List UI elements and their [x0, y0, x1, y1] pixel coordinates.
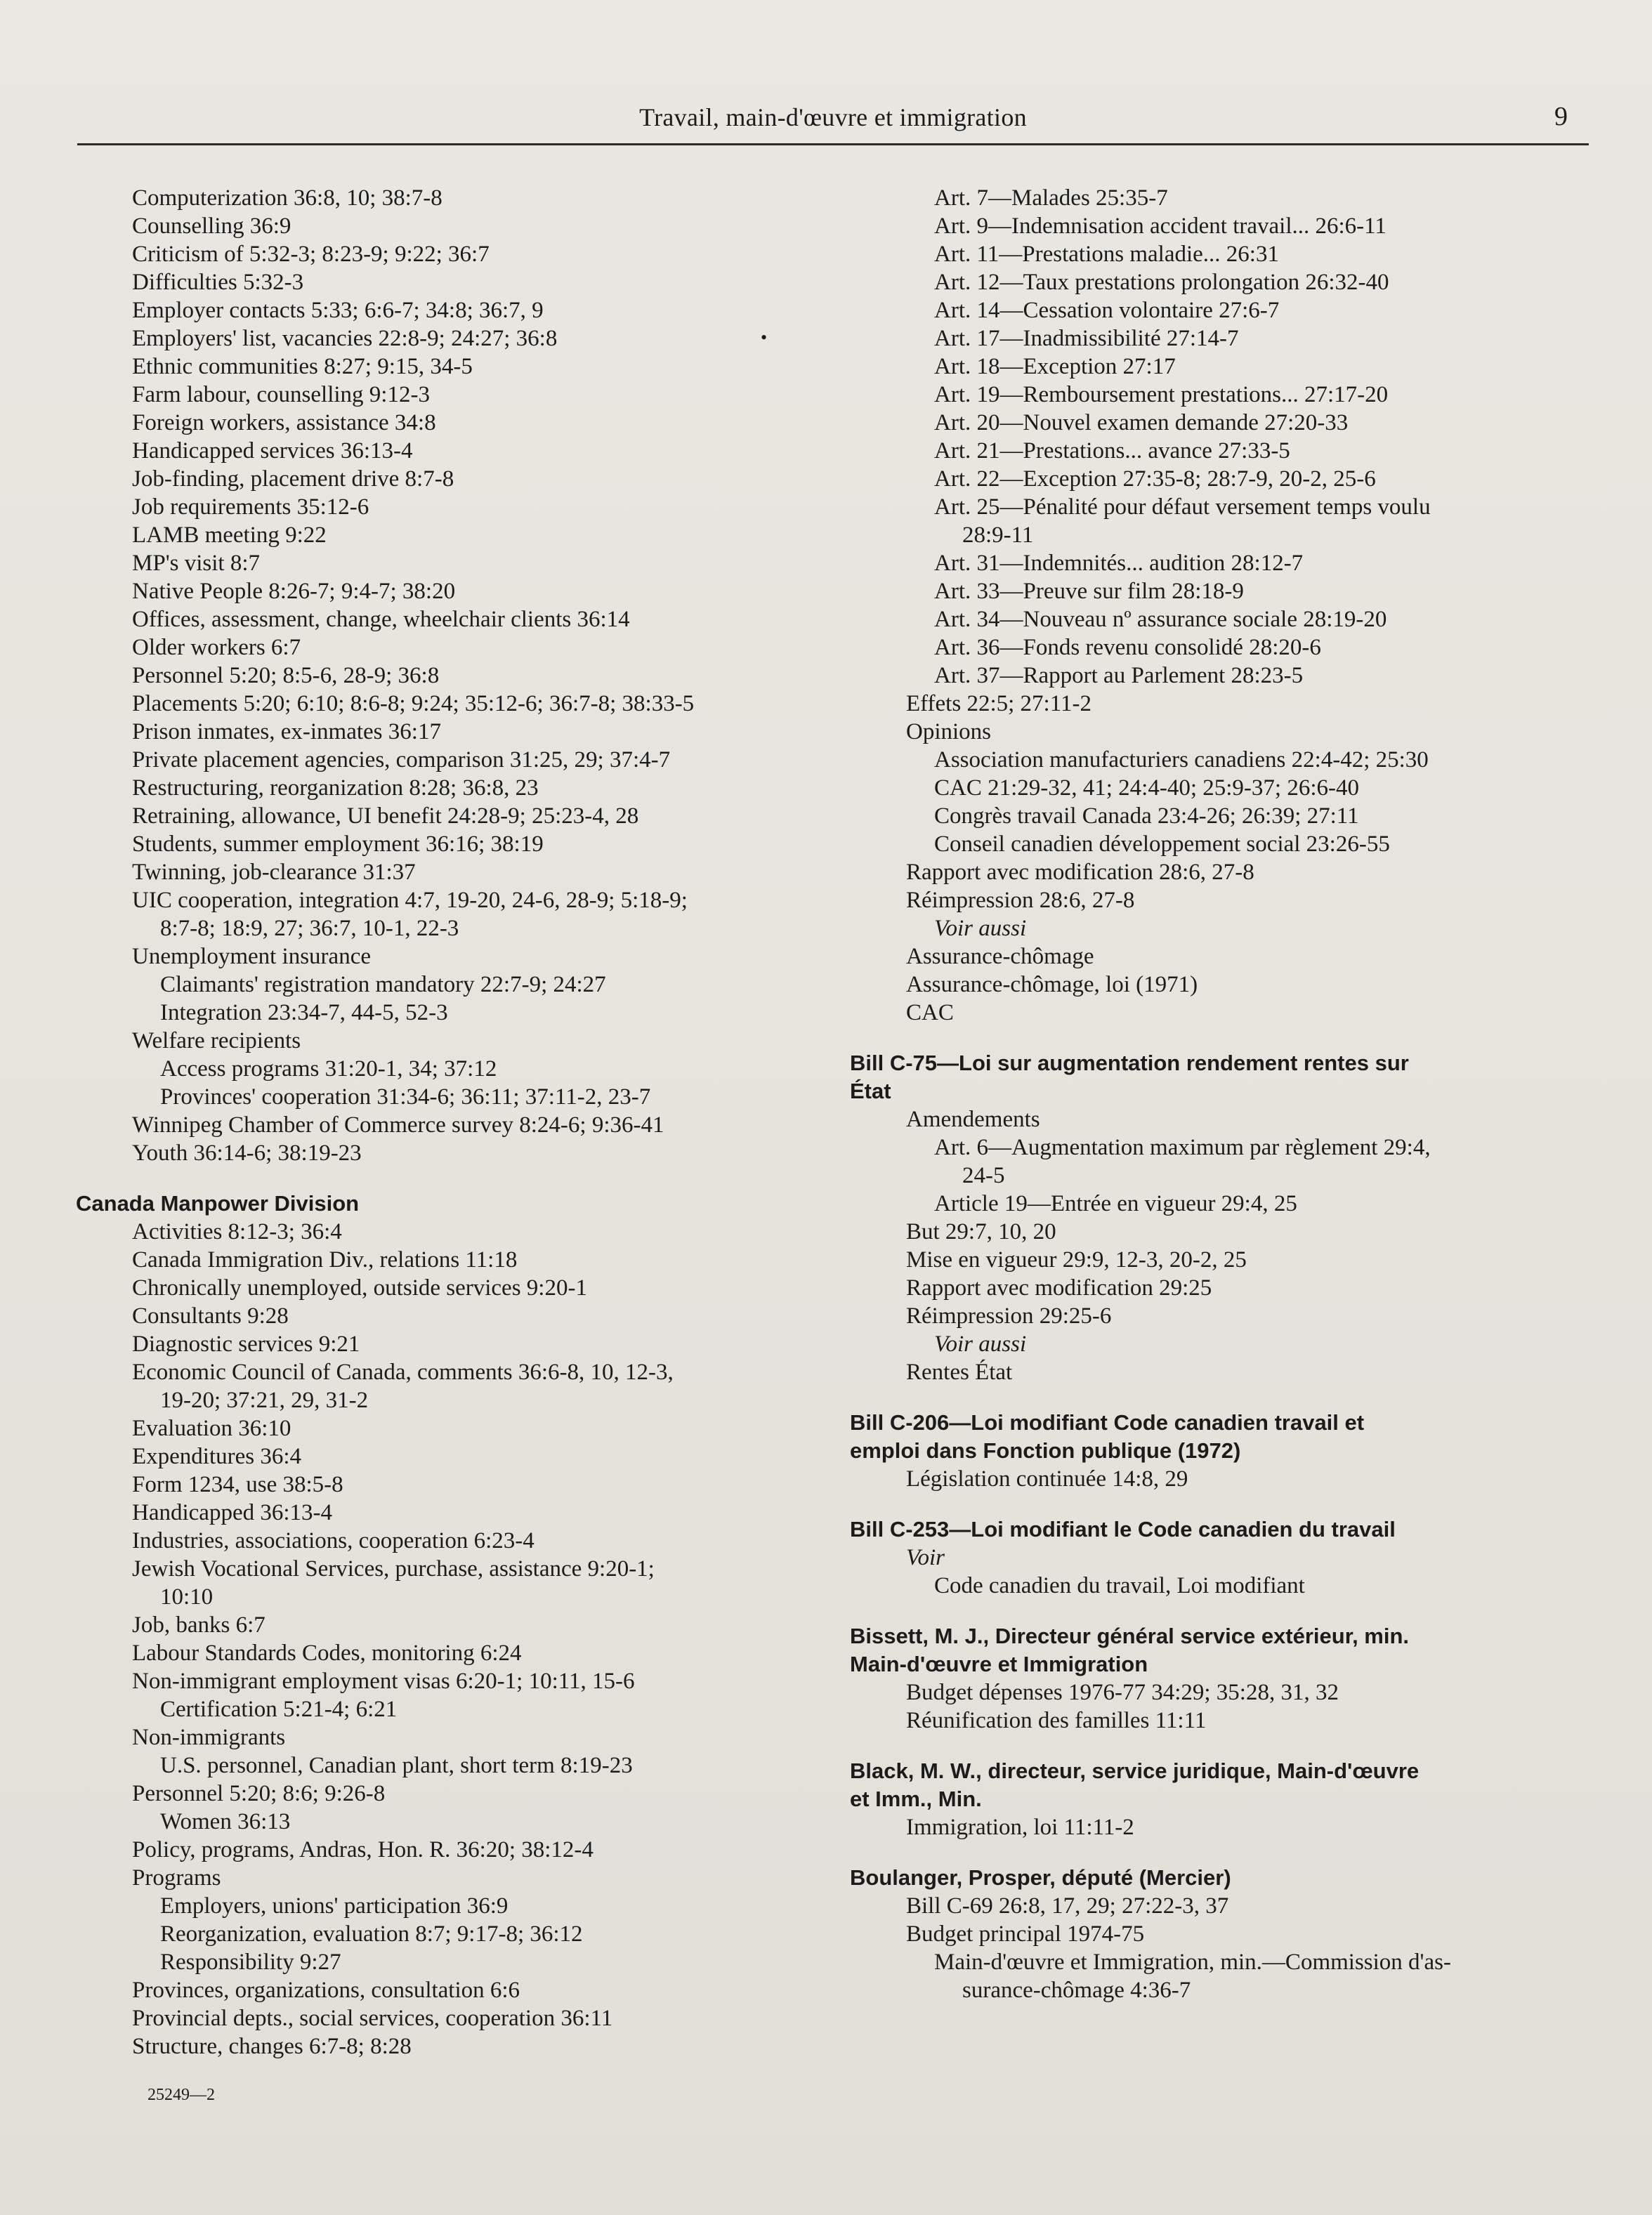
- index-entry: UIC cooperation, integration 4:7, 19-20, 24-6, 28-9; 5:18-9;: [132, 888, 688, 913]
- index-entry: Criticism of 5:32-3; 8:23-9; 9:22; 36:7: [132, 242, 490, 267]
- index-entry: Youth 36:14-6; 38:19-23: [132, 1141, 362, 1166]
- footer-code: 25249—2: [148, 2086, 215, 2104]
- header-rule: [77, 143, 1589, 145]
- index-entry: Rentes État: [906, 1360, 1013, 1385]
- index-entry: Rapport avec modification 28:6, 27-8: [906, 860, 1254, 885]
- index-entry: CAC: [906, 1000, 954, 1025]
- index-entry: Foreign workers, assistance 34:8: [132, 410, 436, 435]
- index-entry: Form 1234, use 38:5-8: [132, 1472, 343, 1497]
- index-entry: Private placement agencies, comparison 31:25, 29; 37:4-7: [132, 747, 671, 773]
- index-entry: Evaluation 36:10: [132, 1416, 291, 1441]
- index-entry: Assurance-chômage: [906, 944, 1094, 969]
- index-entry-cont: 24-5: [962, 1163, 1005, 1188]
- index-subentry: Art. 22—Exception 27:35-8; 28:7-9, 20-2, 25-6: [934, 466, 1376, 492]
- index-entry: Prison inmates, ex-inmates 36:17: [132, 719, 441, 744]
- see-also-label: Voir aussi: [934, 1332, 1027, 1357]
- index-entry: Expenditures 36:4: [132, 1444, 302, 1469]
- see-also-label: Voir aussi: [934, 916, 1027, 941]
- index-subentry: Art. 25—Pénalité pour défaut versement temps voulu: [934, 494, 1431, 520]
- page-header: [77, 98, 1589, 140]
- index-entry: Réimpression 29:25-6: [906, 1303, 1112, 1329]
- see-label: Voir: [906, 1545, 945, 1570]
- running-title: Travail, main-d'œuvre et immigration: [639, 103, 1027, 131]
- index-entry: Labour Standards Codes, monitoring 6:24: [132, 1641, 522, 1666]
- index-entry: Personnel 5:20; 8:5-6, 28-9; 36:8: [132, 663, 440, 688]
- index-entry: Offices, assessment, change, wheelchair clients 36:14: [132, 607, 630, 632]
- index-entry: Welfare recipients: [132, 1028, 301, 1053]
- index-heading-cont: emploi dans Fonction publique (1972): [850, 1438, 1241, 1463]
- index-entry: Job requirements 35:12-6: [132, 494, 369, 520]
- index-entry: Bill C-69 26:8, 17, 29; 27:22-3, 37: [906, 1893, 1229, 1919]
- index-heading: Bill C-253—Loi modifiant le Code canadien du travail: [850, 1517, 1396, 1542]
- index-subentry: Integration 23:34-7, 44-5, 52-3: [160, 1000, 448, 1025]
- index-subentry: Art. 19—Remboursement prestations... 27:17-20: [934, 382, 1389, 407]
- index-heading: Bissett, M. J., Directeur général service extérieur, min.: [850, 1624, 1410, 1648]
- index-subentry: Conseil canadien développement social 23:26-55: [934, 832, 1390, 857]
- index-subentry: Responsibility 9:27: [160, 1950, 341, 1975]
- index-entry: Canada Immigration Div., relations 11:18: [132, 1247, 518, 1273]
- left-column: [76, 184, 792, 2060]
- index-subentry: Reorganization, evaluation 8:7; 9:17-8; 36:12: [160, 1921, 583, 1947]
- index-heading-cont: État: [850, 1079, 891, 1103]
- index-subentry: Access programs 31:20-1, 34; 37:12: [160, 1056, 497, 1082]
- index-entry-cont: 19-20; 37:21, 29, 31-2: [160, 1388, 369, 1413]
- index-subentry: Art. 18—Exception 27:17: [934, 354, 1176, 379]
- index-entry: Difficulties 5:32-3: [132, 270, 304, 295]
- index-subentry: Art. 34—Nouveau nº assurance sociale 28:19-20: [934, 607, 1387, 632]
- index-entry: Immigration, loi 11:11-2: [906, 1815, 1134, 1840]
- index-heading: Canada Manpower Division: [76, 1191, 360, 1216]
- index-subentry: Women 36:13: [160, 1809, 291, 1834]
- index-entry: Industries, associations, cooperation 6:23-4: [132, 1528, 535, 1553]
- index-entry: Provinces, organizations, consultation 6:6: [132, 1978, 520, 2003]
- index-subentry: Code canadien du travail, Loi modifiant: [934, 1573, 1305, 1598]
- index-entry: Budget principal 1974-75: [906, 1921, 1145, 1947]
- index-entry: Amendements: [906, 1107, 1040, 1132]
- index-heading: Bill C-206—Loi modifiant Code canadien travail et: [850, 1410, 1365, 1435]
- index-entry: Diagnostic services 9:21: [132, 1332, 360, 1357]
- index-subentry: Provinces' cooperation 31:34-6; 36:11; 37:11-2, 23-7: [160, 1084, 651, 1110]
- index-entry: Employers' list, vacancies 22:8-9; 24:27; 36:8: [132, 326, 558, 351]
- index-entry: Native People 8:26-7; 9:4-7; 38:20: [132, 579, 456, 604]
- index-heading: Bill C-75—Loi sur augmentation rendement rentes sur: [850, 1051, 1409, 1075]
- index-subentry: Art. 11—Prestations maladie... 26:31: [934, 242, 1279, 267]
- index-entry: Effets 22:5; 27:11-2: [906, 691, 1092, 716]
- index-entry: Provincial depts., social services, cooperation 36:11: [132, 2006, 613, 2031]
- index-entry-cont: 28:9-11: [962, 522, 1034, 548]
- index-entry: But 29:7, 10, 20: [906, 1219, 1056, 1244]
- index-entry: Mise en vigueur 29:9, 12-3, 20-2, 25: [906, 1247, 1247, 1273]
- index-entry: Non-immigrant employment visas 6:20-1; 10:11, 15-6: [132, 1669, 635, 1694]
- index-entry: Activities 8:12-3; 36:4: [132, 1219, 342, 1244]
- index-entry-cont: 10:10: [160, 1584, 214, 1610]
- index-entry: Policy, programs, Andras, Hon. R. 36:20; 38:12-4: [132, 1837, 594, 1862]
- index-entry: Rapport avec modification 29:25: [906, 1275, 1212, 1301]
- index-subentry: CAC 21:29-32, 41; 24:4-40; 25:9-37; 26:6-40: [934, 775, 1359, 801]
- index-entry: Réunification des familles 11:11: [906, 1708, 1207, 1733]
- index-entry: Economic Council of Canada, comments 36:6-8, 10, 12-3,: [132, 1360, 674, 1385]
- index-subentry: Claimants' registration mandatory 22:7-9; 24:27: [160, 972, 606, 997]
- stray-mark: •: [761, 327, 768, 348]
- index-heading: Boulanger, Prosper, député (Mercier): [850, 1865, 1231, 1890]
- index-entry: Ethnic communities 8:27; 9:15, 34-5: [132, 354, 473, 379]
- index-entry: Budget dépenses 1976-77 34:29; 35:28, 31, 32: [906, 1680, 1339, 1705]
- index-subentry: Art. 6—Augmentation maximum par règlement 29:4,: [934, 1135, 1431, 1160]
- index-subentry: Art. 21—Prestations... avance 27:33-5: [934, 438, 1290, 464]
- index-subentry: Art. 33—Preuve sur film 28:18-9: [934, 579, 1244, 604]
- index-subentry: U.S. personnel, Canadian plant, short term 8:19-23: [160, 1753, 633, 1778]
- index-entry: Computerization 36:8, 10; 38:7-8: [132, 185, 442, 211]
- index-entry-cont: surance-chômage 4:36-7: [962, 1978, 1191, 2003]
- index-entry: LAMB meeting 9:22: [132, 522, 327, 548]
- index-entry: Retraining, allowance, UI benefit 24:28-9; 25:23-4, 28: [132, 803, 639, 829]
- index-entry: Opinions: [906, 719, 992, 744]
- index-entry: Employer contacts 5:33; 6:6-7; 34:8; 36:7, 9: [132, 298, 544, 323]
- index-entry: Placements 5:20; 6:10; 8:6-8; 9:24; 35:12-6; 36:7-8; 38:33-5: [132, 691, 695, 716]
- index-entry: Winnipeg Chamber of Commerce survey 8:24-6; 9:36-41: [132, 1112, 664, 1138]
- index-subentry: Art. 17—Inadmissibilité 27:14-7: [934, 326, 1239, 351]
- index-entry: Structure, changes 6:7-8; 8:28: [132, 2034, 412, 2059]
- index-subentry: Art. 12—Taux prestations prolongation 26:32-40: [934, 270, 1389, 295]
- index-subentry: Art. 9—Indemnisation accident travail... 26:6-11: [934, 213, 1386, 239]
- index-subentry: Association manufacturiers canadiens 22:4-42; 25:30: [934, 747, 1429, 773]
- index-entry: MP's visit 8:7: [132, 551, 260, 576]
- index-entry-cont: 8:7-8; 18:9, 27; 36:7, 10-1, 22-3: [160, 916, 459, 941]
- index-entry: Twinning, job-clearance 31:37: [132, 860, 416, 885]
- index-heading-cont: et Imm., Min.: [850, 1787, 982, 1811]
- index-subentry: Art. 14—Cessation volontaire 27:6-7: [934, 298, 1280, 323]
- index-heading: Black, M. W., directeur, service juridique, Main-d'œuvre: [850, 1759, 1420, 1783]
- index-subentry: Art. 20—Nouvel examen demande 27:20-33: [934, 410, 1349, 435]
- index-subentry: Article 19—Entrée en vigueur 29:4, 25: [934, 1191, 1297, 1216]
- right-column: [850, 184, 1594, 2004]
- index-entry: Programs: [132, 1865, 221, 1891]
- index-entry: Job-finding, placement drive 8:7-8: [132, 466, 454, 492]
- index-subentry: Art. 36—Fonds revenu consolidé 28:20-6: [934, 635, 1321, 660]
- index-heading-cont: Main-d'œuvre et Immigration: [850, 1652, 1148, 1676]
- index-entry: Job, banks 6:7: [132, 1612, 266, 1638]
- index-entry: Réimpression 28:6, 27-8: [906, 888, 1135, 913]
- index-entry: Older workers 6:7: [132, 635, 301, 660]
- index-entry: Non-immigrants: [132, 1725, 286, 1750]
- index-subentry: Art. 37—Rapport au Parlement 28:23-5: [934, 663, 1304, 688]
- index-subentry: Congrès travail Canada 23:4-26; 26:39; 27:11: [934, 803, 1359, 829]
- index-entry: Farm labour, counselling 9:12-3: [132, 382, 430, 407]
- index-entry: Counselling 36:9: [132, 213, 291, 239]
- index-entry: Handicapped 36:13-4: [132, 1500, 332, 1525]
- index-entry: Assurance-chômage, loi (1971): [906, 972, 1198, 997]
- index-subentry: Main-d'œuvre et Immigration, min.—Commission d'as-: [934, 1950, 1451, 1975]
- index-entry: Consultants 9:28: [132, 1303, 289, 1329]
- index-entry: Restructuring, reorganization 8:28; 36:8, 23: [132, 775, 539, 801]
- index-subentry: Art. 7—Malades 25:35-7: [934, 185, 1168, 211]
- index-entry: Législation continuée 14:8, 29: [906, 1466, 1188, 1492]
- index-entry: Chronically unemployed, outside services 9:20-1: [132, 1275, 587, 1301]
- index-entry: Personnel 5:20; 8:6; 9:26-8: [132, 1781, 386, 1806]
- index-entry: Handicapped services 36:13-4: [132, 438, 413, 464]
- index-entry: Jewish Vocational Services, purchase, assistance 9:20-1;: [132, 1556, 655, 1582]
- index-entry: Unemployment insurance: [132, 944, 371, 969]
- index-subentry: Certification 5:21-4; 6:21: [160, 1697, 398, 1722]
- index-subentry: Art. 31—Indemnités... audition 28:12-7: [934, 551, 1304, 576]
- index-subentry: Employers, unions' participation 36:9: [160, 1893, 509, 1919]
- index-entry: Students, summer employment 36:16; 38:19: [132, 832, 544, 857]
- page-number: 9: [1554, 102, 1568, 131]
